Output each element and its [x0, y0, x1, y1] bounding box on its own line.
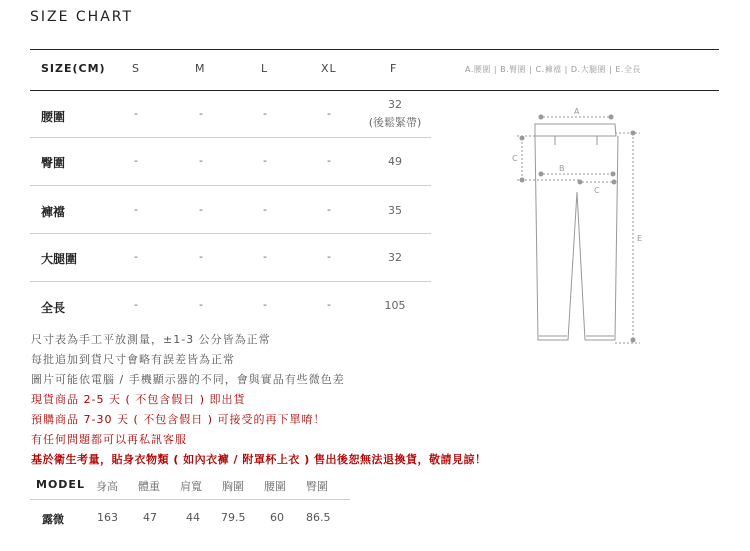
diagram-label-e: E — [637, 234, 643, 243]
cell-xl: - — [327, 107, 331, 120]
cell-xl: - — [327, 203, 331, 216]
model-header-hip: 臀圍 — [306, 480, 328, 493]
measure-point-d-end — [612, 180, 617, 185]
pants-outline-shape — [535, 136, 618, 340]
cell-f: 35 — [388, 204, 402, 217]
cell-f: 32 — [388, 251, 402, 264]
measure-point-c-bottom — [520, 178, 525, 183]
measure-point-e-bottom — [631, 338, 636, 343]
cell-m: - — [199, 154, 203, 167]
cell-m: - — [199, 298, 203, 311]
model-header-shoulder: 肩寬 — [180, 480, 202, 493]
note-customer-service: 有任何問題都可以再私訊客服 — [31, 433, 187, 446]
note-in-stock-shipping: 現貨商品 2-5 天 ( 不包含假日 ) 即出貨 — [31, 393, 246, 406]
header-top-rule — [30, 49, 719, 50]
cell-s: - — [134, 298, 138, 311]
model-hip: 86.5 — [306, 511, 331, 524]
cell-s: - — [134, 250, 138, 263]
cell-f: 32 — [388, 98, 402, 111]
cell-s: - — [134, 154, 138, 167]
model-weight: 47 — [143, 511, 157, 524]
note-preorder-shipping: 預購商品 7-30 天 ( 不包含假日 ) 可接受的再下單唷！ — [31, 413, 326, 426]
model-shoulder: 44 — [186, 511, 200, 524]
cell-m: - — [199, 203, 203, 216]
cell-l: - — [263, 154, 267, 167]
row-divider — [30, 233, 431, 234]
model-height: 163 — [97, 511, 118, 524]
row-divider — [30, 185, 431, 186]
cell-f-note: (後鬆緊帶) — [368, 116, 422, 129]
size-chart-title: SIZE CHART — [30, 9, 134, 25]
model-header-bust: 胸圍 — [222, 480, 244, 493]
header-m: M — [195, 62, 206, 75]
cell-l: - — [263, 298, 267, 311]
note-color-difference: 圖片可能依電腦 / 手機顯示器的不同，會與實品有些微色差 — [31, 373, 345, 386]
cell-l: - — [263, 107, 267, 120]
row-label: 腰圍 — [41, 110, 66, 124]
header-size: SIZE(CM) — [41, 62, 106, 75]
cell-s: - — [134, 203, 138, 216]
diagram-label-c-right: C — [594, 186, 600, 195]
cell-m: - — [199, 250, 203, 263]
pants-measurement-diagram — [505, 100, 655, 350]
measure-point-c-top — [520, 136, 525, 141]
model-header-height: 身高 — [96, 480, 118, 493]
cell-s: - — [134, 107, 138, 120]
model-waist: 60 — [270, 511, 284, 524]
header-xl: XL — [321, 62, 337, 75]
measure-point-b-start — [539, 172, 544, 177]
row-divider — [30, 137, 431, 138]
row-label: 臀圍 — [41, 156, 66, 170]
model-bust: 79.5 — [221, 511, 246, 524]
cell-m: - — [199, 107, 203, 120]
row-label: 大腿圍 — [41, 252, 78, 266]
cell-l: - — [263, 203, 267, 216]
model-table-divider — [30, 499, 350, 500]
header-s: S — [132, 62, 140, 75]
measure-point-b-end — [611, 172, 616, 177]
cell-f: 49 — [388, 155, 402, 168]
cell-xl: - — [327, 298, 331, 311]
cell-f: 105 — [384, 299, 406, 312]
model-header-waist: 腰圍 — [264, 480, 286, 493]
cell-l: - — [263, 250, 267, 263]
header-bottom-rule — [30, 90, 719, 91]
note-batch-variance: 每批追加到貨尺寸會略有誤差皆為正常 — [31, 353, 235, 366]
measure-point-d-start — [578, 180, 583, 185]
header-l: L — [261, 62, 269, 75]
note-measurement: 尺寸表為手工平放測量，±1-3 公分皆為正常 — [31, 333, 271, 346]
model-header-weight: 體重 — [138, 480, 160, 493]
diagram-label-b: B — [559, 164, 565, 173]
row-divider — [30, 281, 431, 282]
measurement-legend: A.腰圍 | B.臀圍 | C.褲襠 | D.大腿圍 | E.全長 — [465, 65, 641, 74]
cell-xl: - — [327, 250, 331, 263]
diagram-label-a: A — [574, 107, 580, 116]
diagram-label-c-left: C — [512, 154, 518, 163]
measure-point-e-top — [631, 131, 636, 136]
row-label: 褲襠 — [41, 205, 66, 219]
measure-point-a-start — [539, 115, 544, 120]
header-f: F — [390, 62, 398, 75]
pants-waistband-shape — [535, 124, 616, 136]
note-hygiene-policy: 基於衛生考量，貼身衣物類 ( 如內衣褲 / 附罩杯上衣 ) 售出後恕無法退換貨，敬請見諒！ — [31, 453, 487, 466]
model-header-label: MODEL — [36, 478, 85, 491]
model-name: 露微 — [42, 513, 64, 526]
cell-xl: - — [327, 154, 331, 167]
measure-point-a-end — [609, 115, 614, 120]
row-label: 全長 — [41, 301, 66, 315]
